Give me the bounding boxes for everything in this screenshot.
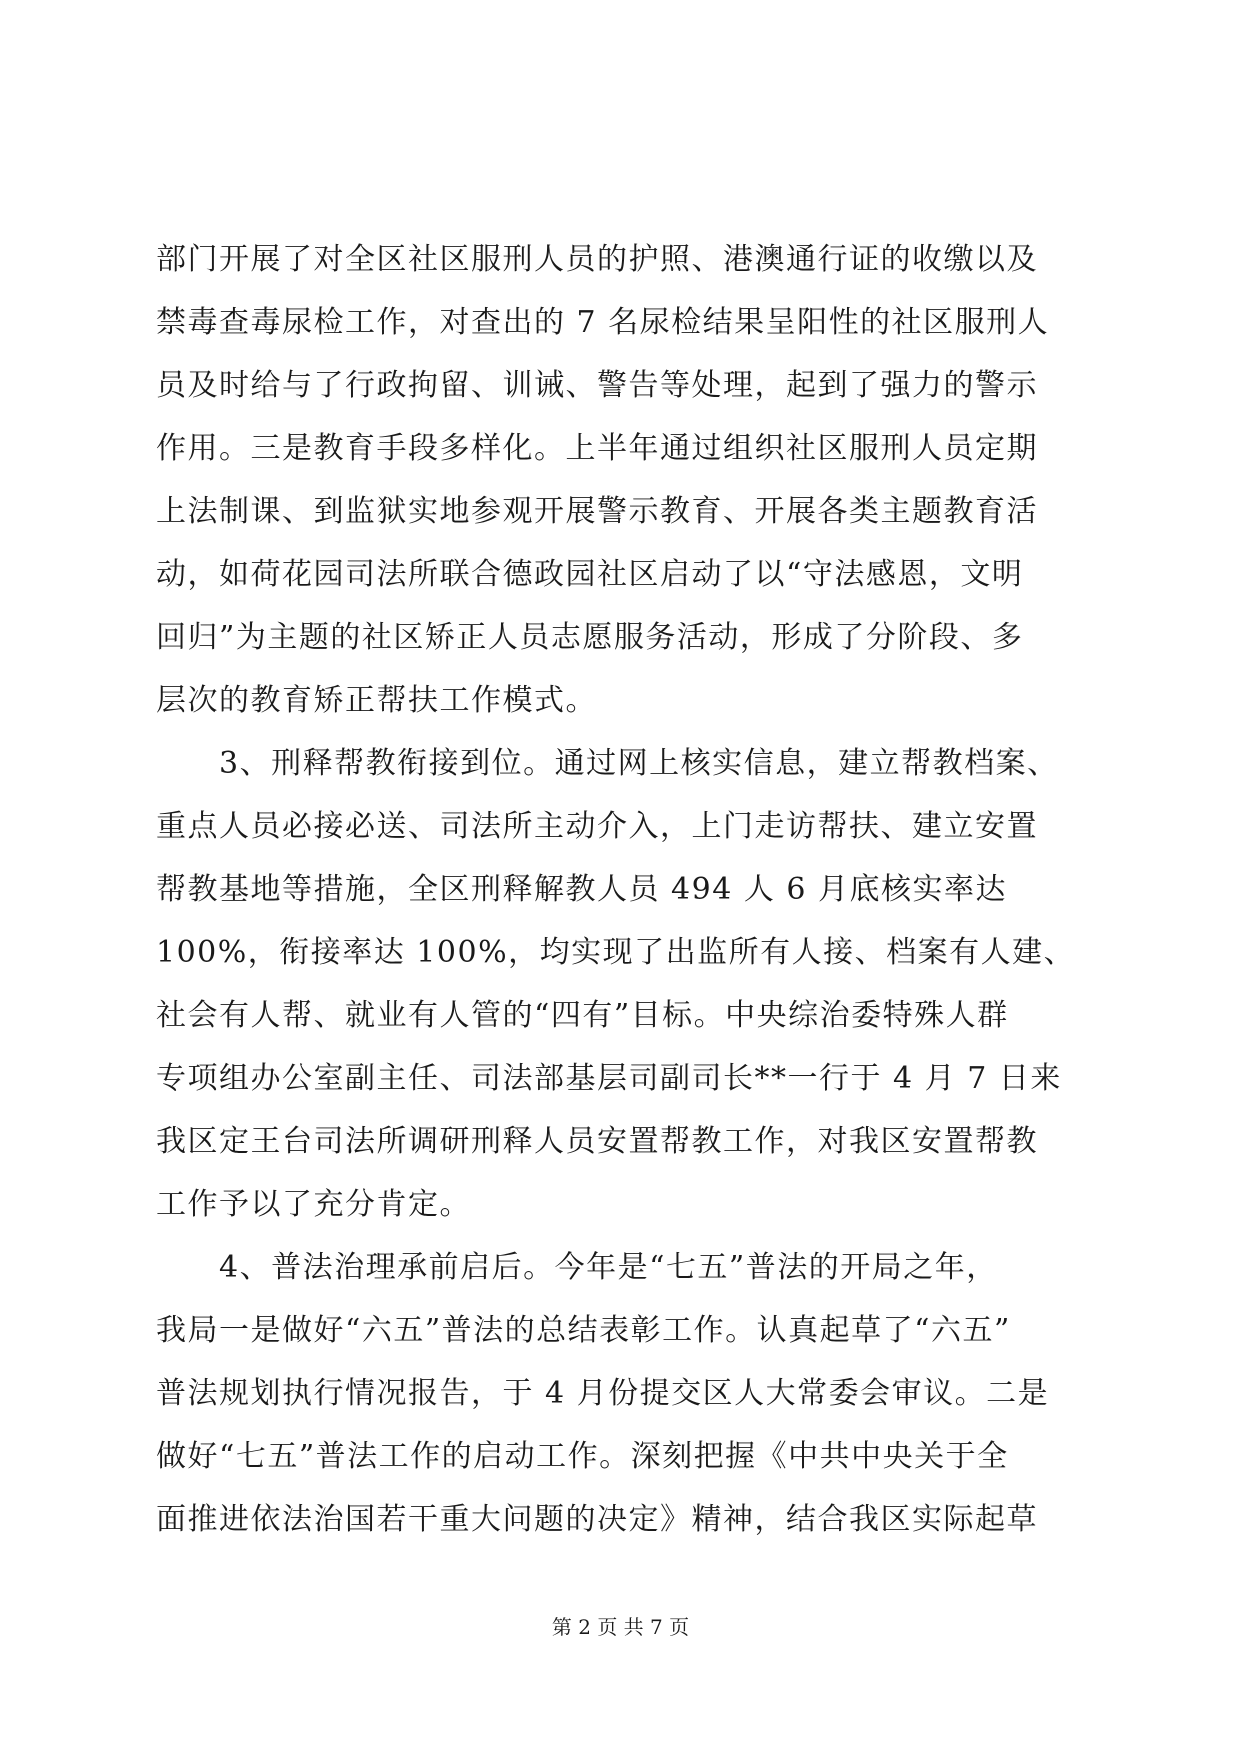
text-line: 禁毒查毒尿检工作，对查出的 7 名尿检结果呈阳性的社区服刑人 — [156, 305, 1050, 340]
text-line: 动，如荷花园司法所联合德政园社区启动了以“守法感恩，文明 — [156, 557, 1024, 592]
text-line: 普法规划执行情况报告，于 4 月份提交区人大常委会审议。二是 — [156, 1376, 1050, 1411]
text-line: 员及时给与了行政拘留、训诫、警告等处理，起到了强力的警示 — [156, 368, 1038, 403]
text-line: 层次的教育矫正帮扶工作模式。 — [156, 683, 597, 718]
text-line: 社会有人帮、就业有人管的“四有”目标。中央综治委特殊人群 — [156, 998, 1009, 1033]
text-line: 做好“七五”普法工作的启动工作。深刻把握《中共中央关于全 — [156, 1439, 1009, 1474]
text-line: 我区定王台司法所调研刑释人员安置帮教工作，对我区安置帮教 — [156, 1124, 1038, 1159]
text-line: 工作予以了充分肯定。 — [156, 1187, 471, 1222]
body-text — [156, 228, 1086, 1551]
text-line: 3、刑释帮教衔接到位。通过网上核实信息，建立帮教档案、 — [156, 746, 1059, 781]
text-line: 专项组办公室副主任、司法部基层司副司长**一行于 4 月 7 日来 — [156, 1061, 1062, 1096]
text-line: 我局一是做好“六五”普法的总结表彰工作。认真起草了“六五” — [156, 1313, 1011, 1348]
text-line: 作用。三是教育手段多样化。上半年通过组织社区服刑人员定期 — [156, 431, 1038, 466]
text-line: 重点人员必接必送、司法所主动介入，上门走访帮扶、建立安置 — [156, 809, 1038, 844]
text-line: 100%，衔接率达 100%，均实现了出监所有人接、档案有人建、 — [156, 935, 1076, 970]
text-line: 4、普法治理承前启后。今年是“七五”普法的开局之年， — [156, 1250, 998, 1285]
page-number-footer: 第 2 页 共 7 页 — [551, 1615, 690, 1639]
text-line: 部门开展了对全区社区服刑人员的护照、港澳通行证的收缴以及 — [156, 242, 1038, 277]
text-line: 帮教基地等措施，全区刑释解教人员 494 人 6 月底核实率达 — [156, 872, 1007, 907]
text-line: 回归”为主题的社区矫正人员志愿服务活动，形成了分阶段、多 — [156, 620, 1024, 655]
text-line: 面推进依法治国若干重大问题的决定》精神，结合我区实际起草 — [156, 1502, 1038, 1537]
text-line: 上法制课、到监狱实地参观开展警示教育、开展各类主题教育活 — [156, 494, 1038, 529]
